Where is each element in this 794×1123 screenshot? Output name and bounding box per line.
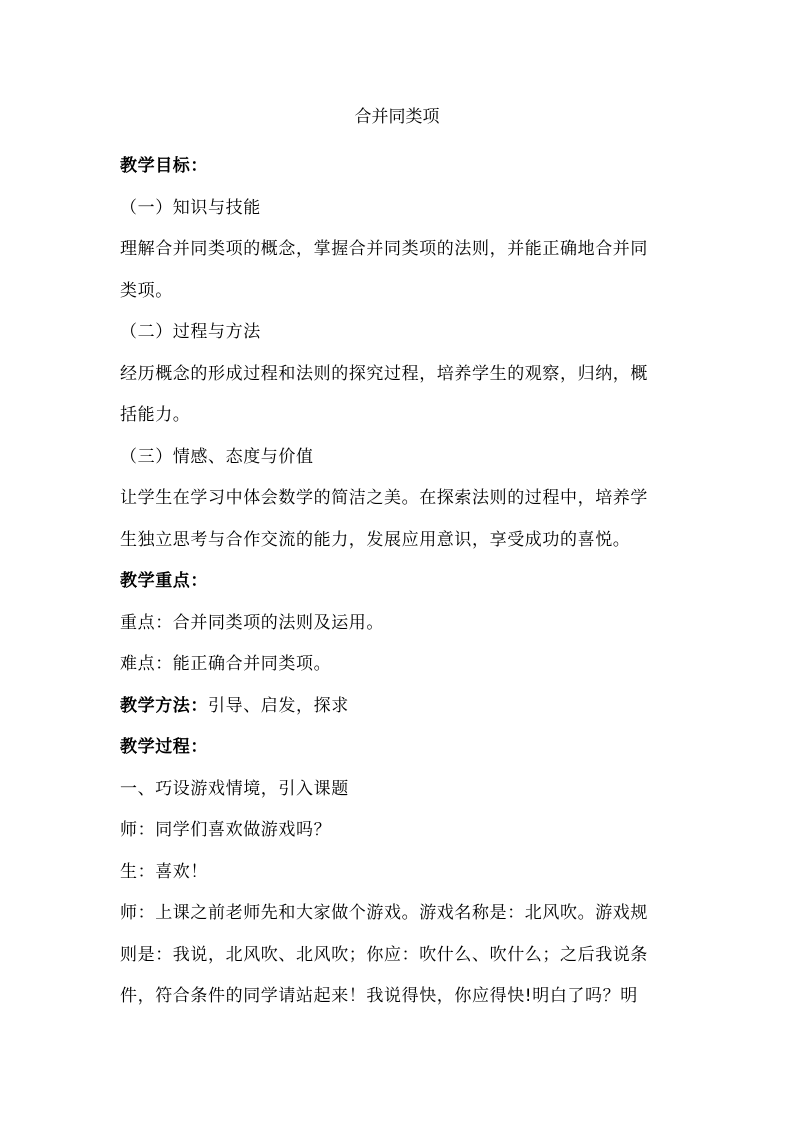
paragraph-line: 重点：合并同类项的法则及运用。 [120, 612, 384, 633]
paragraph-line: 括能力。 [120, 405, 191, 425]
heading-methods: 教学方法： [120, 695, 208, 716]
document-body [120, 146, 680, 1018]
paragraph-line: 难点：能正确合并同类项。 [120, 654, 332, 674]
dialogue-line: 则是：我说，北风吹、北风吹；你应：吹什么、吹什么；之后我说条 [120, 944, 648, 965]
subheading-process: （二）过程与方法 [120, 322, 261, 342]
paragraph-line: 经历概念的形成过程和法则的探究过程，培养学生的观察，归纳，概 [120, 363, 648, 384]
paragraph-line: 让学生在学习中体会数学的简洁之美。在探索法则的过程中，培养学 [120, 488, 648, 508]
heading-process: 教学过程： [120, 737, 208, 757]
methods-text: 引导、启发，探求 [208, 695, 349, 716]
dialogue-line: 师：同学们喜欢做游戏吗？ [120, 820, 332, 840]
paragraph-line: 类项。 [120, 280, 173, 301]
paragraph-line: 生独立思考与合作交流的能力，发展应用意识，享受成功的喜悦。 [120, 529, 631, 550]
heading-objectives: 教学目标： [120, 156, 208, 176]
dialogue-line: 师：上课之前老师先和大家做个游戏。游戏名称是：北风吹。游戏规 [120, 903, 648, 923]
dialogue-line: 件，符合条件的同学请站起来！我说得快，你应得快!明白了吗？明 [120, 986, 638, 1006]
heading-key-points: 教学重点： [120, 571, 208, 591]
section-heading: 一、巧设游戏情境，引入课题 [120, 778, 349, 799]
document-title: 合并同类项 [354, 107, 440, 127]
methods-line [120, 686, 680, 728]
dialogue-line: 生：喜欢！ [120, 861, 208, 882]
subheading-knowledge: （一）知识与技能 [120, 197, 261, 218]
subheading-values: （三）情感、态度与价值 [120, 446, 314, 467]
paragraph-line: 理解合并同类项的概念，掌握合并同类项的法则，并能正确地合并同 [120, 239, 648, 259]
